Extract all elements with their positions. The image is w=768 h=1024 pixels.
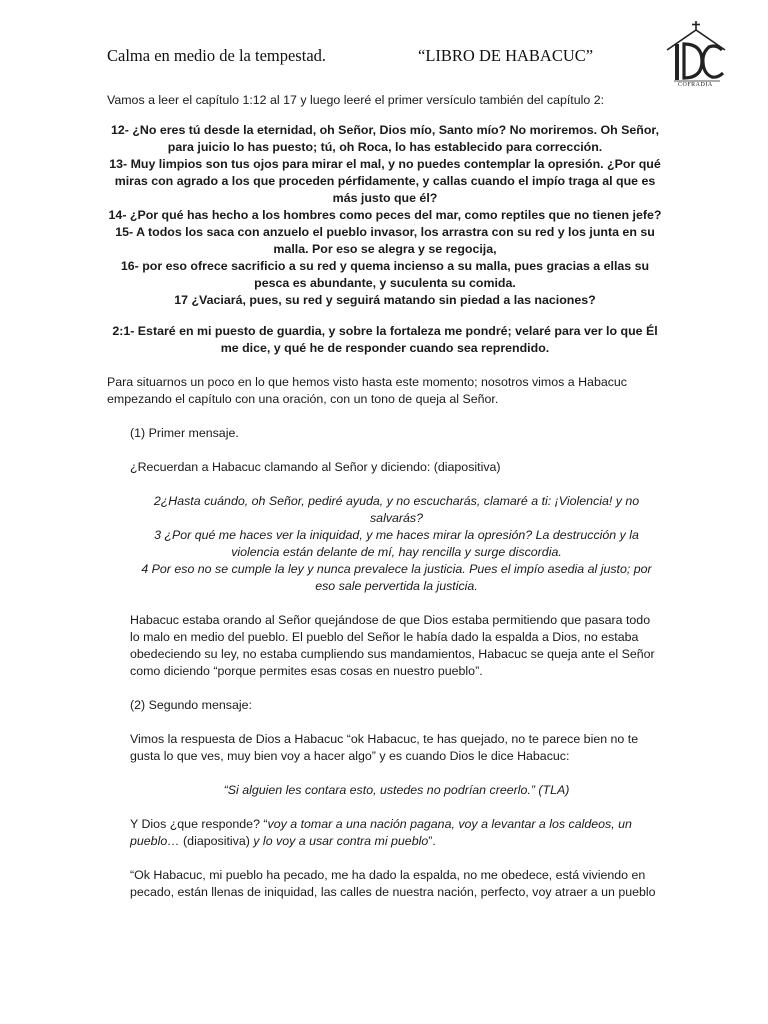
quote-line: 4 Por eso no se cumple la ley y nunca prevalece la justicia. Pues el impío asedia al justo; por eso sale pervertida la justicia.	[141, 562, 652, 593]
section-heading-2: (2) Segundo mensaje:	[130, 698, 252, 712]
answer-italic: voy a tomar a una nación pagana, voy a levantar a los caldeos, un pueblo…	[130, 817, 632, 848]
logo-caption: COFRADIA	[678, 82, 713, 88]
answer-text: ”.	[428, 834, 436, 848]
tla-quote: “Si alguien les contara esto, ustedes no podrían creerlo.” (TLA)	[223, 783, 570, 797]
response-paragraph: Vimos la respuesta de Dios a Habacuc “ok Habacuc, te has quejado, no te parece bien no te gusta lo que ves, muy bien voy a hacer algo” y es cuando Dios le dice Habacuc:	[130, 732, 639, 763]
section-first-message	[130, 425, 663, 901]
verses-block	[107, 122, 663, 309]
verse-14: 14- ¿Por qué has hecho a los hombres como peces del mar, como reptiles que no tienen jefe?	[108, 208, 662, 222]
document-title: Calma en medio de la tempestad.	[107, 46, 327, 65]
closing-paragraph: “Ok Habacuc, mi pueblo ha pecado, me ha dado la espalda, no me obedece, está viviendo en pecado, están llenas de iniquidad, las calles de nuestra nación, perfecto, voy atraer a un pueblo	[130, 868, 656, 899]
intro-paragraph: Vamos a leer el capítulo 1:12 al 17 y luego leeré el primer versículo también del capítulo 2:	[107, 93, 605, 107]
answer-text: Y Dios ¿que responde? “	[130, 817, 268, 831]
answer-paragraph	[130, 816, 663, 850]
verse-12: 12- ¿No eres tú desde la eternidad, oh Señor, Dios mío, Santo mío? No moriremos. Oh Señor, para juicio lo has puesto; tú, oh Roca, lo has establecido para corrección.	[110, 123, 660, 154]
answer-italic: y lo voy a usar contra mi pueblo	[253, 834, 429, 848]
book-title: “LIBRO DE HABACUC”	[418, 46, 594, 65]
recall-prompt: ¿Recuerdan a Habacuc clamando al Señor y diciendo: (diapositiva)	[130, 460, 501, 474]
verse-15: 15- A todos los saca con anzuelo el pueblo invasor, los arrastra con su red y los junta en su malla. Por eso se alegra y se regocija,	[115, 225, 655, 256]
explanation-paragraph: Habacuc estaba orando al Señor quejándose de que Dios estaba permitiendo que pasara todo lo malo en medio del pueblo. El pueblo del Señor le había dado la espalda a Dios, no estaba obedeciendo su ley, no estaba cumpliendo sus mandamientos, Habacuc se queja ante el Señor como diciendo “porque permites esas cosas en nuestro pueblo”.	[130, 613, 655, 678]
quote-line: 2¿Hasta cuándo, oh Señor, pediré ayuda, y no escucharás, clamaré a ti: ¡Violencia! y no salvarás?	[153, 494, 640, 525]
verse-2-1: 2:1- Estaré en mi puesto de guardia, y sobre la fortaleza me pondré; velaré para ver lo que Él me dice, y qué he de responder cuando sea reprendido.	[112, 324, 658, 355]
verse-17: 17 ¿Vaciará, pues, su red y seguirá matando sin piedad a las naciones?	[174, 293, 596, 307]
verse-13: 13- Muy limpios son tus ojos para mirar el mal, y no puedes contemplar la opresión. ¿Por qué miras con agrado a los que proceden pérfidamente, y callas cuando el impío traga al que es más justo que él?	[109, 157, 661, 205]
section-heading-1: (1) Primer mensaje.	[130, 426, 239, 440]
habakkuk-quote	[130, 493, 663, 595]
verse-16: 16- por eso ofrece sacrificio a su red y quema incienso a su malla, pues gracias a ellas su pesca es abundante, y suculenta su comida.	[120, 259, 650, 290]
answer-text: (diapositiva)	[179, 834, 254, 848]
context-paragraph: Para situarnos un poco en lo que hemos visto hasta este momento; nosotros vimos a Habacuc empezando el capítulo con una oración, con un tono de queja al Señor.	[107, 375, 628, 406]
document-body	[107, 92, 663, 901]
quote-line: 3 ¿Por qué me haces ver la iniquidad, y me haces mirar la opresión? La destrucción y la violencia están delante de mí, hay rencilla y surge discordia.	[154, 528, 639, 559]
